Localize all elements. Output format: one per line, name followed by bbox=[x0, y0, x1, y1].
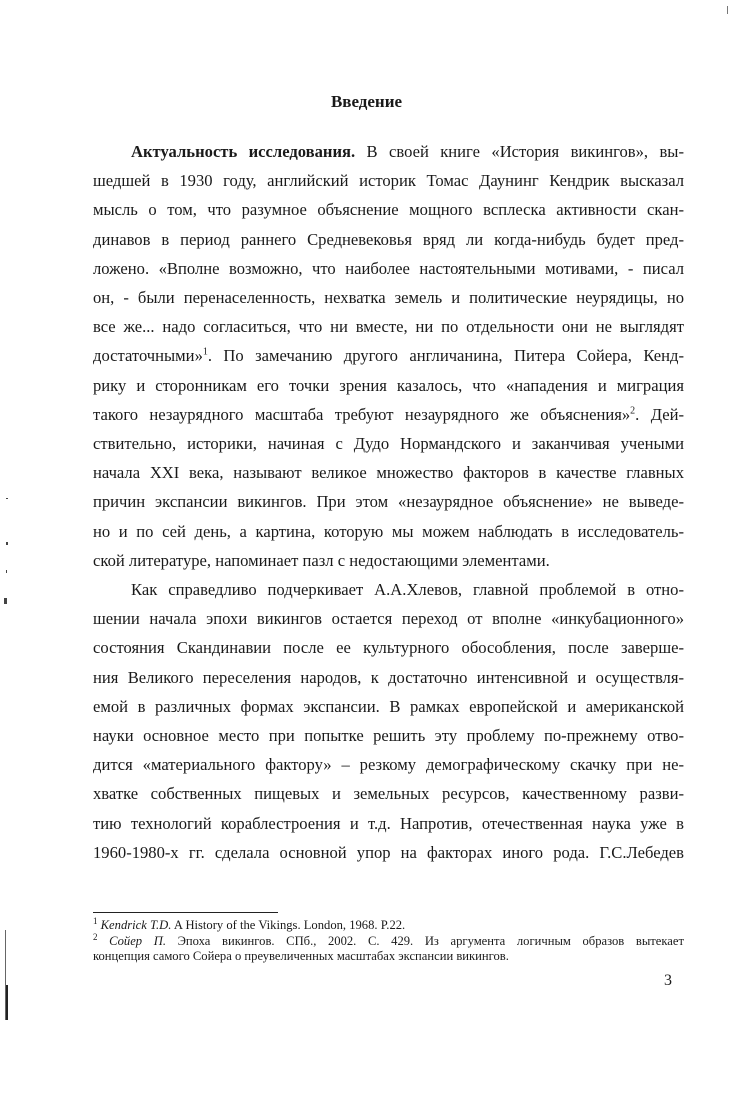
paragraph-2-line: состояния Скандинавии после ее культурного обособления, после заверше- bbox=[93, 638, 684, 658]
paragraph-2-line: хватке собственных пищевых и земельных ресурсов, качественному разви- bbox=[93, 784, 684, 804]
paragraph-2-line: тию технологий кораблестроения и т.д. Напротив, отечественная наука уже в bbox=[93, 813, 684, 833]
footnote-text: Эпоха викингов. СПб., 2002. С. 429. Из аргумента логичным образов вытекает bbox=[165, 933, 684, 948]
footnote-ref-2: 2 bbox=[630, 405, 636, 417]
footnotes bbox=[93, 915, 684, 965]
paragraph-1-line: ской литературе, напоминает пазл с недостающими элементами. bbox=[93, 550, 550, 570]
text-segment: В своей книге «История викингов», вы- bbox=[355, 142, 684, 161]
paragraph-1-line: мысль о том, что разумное объяснение мощного всплеска активности скан- bbox=[93, 200, 684, 220]
main-text bbox=[93, 137, 684, 867]
scan-artifact bbox=[727, 6, 728, 14]
scan-artifact bbox=[6, 570, 7, 573]
footnote-author: Сойер П. bbox=[109, 933, 166, 948]
footnote-author: Kendrick T.D. bbox=[100, 918, 172, 932]
paragraph-1-line: ствительно, историки, начиная с Дудо Нормандского и заканчивая учеными bbox=[93, 434, 684, 454]
footnote-text: A History of the Vikings. London, 1968. P.22. bbox=[171, 918, 406, 932]
paragraph-1-line: начала XXI века, называют великое множество факторов в качестве главных bbox=[93, 463, 684, 483]
paragraph-2-line: Как справедливо подчеркивает А.А.Хлевов, главной проблемой в отно- bbox=[131, 580, 684, 600]
footnote-divider bbox=[93, 912, 278, 913]
paragraph-2-line: шении начала эпохи викингов остается переход от вполне «инкубационного» bbox=[93, 609, 684, 629]
paragraph-2-line: дится «материального фактору» – резкому демографическому скачку при не- bbox=[93, 755, 684, 775]
scan-artifact bbox=[6, 542, 8, 545]
paragraph-1-line: рику и сторонникам его точки зрения казалось, что «нападения и миграция bbox=[93, 375, 684, 395]
scan-artifact bbox=[4, 598, 7, 604]
footnote-number: 1 bbox=[93, 915, 98, 926]
scan-artifact bbox=[6, 985, 8, 1020]
paragraph-1-line bbox=[93, 341, 684, 370]
paragraph-1-line: шедшей в 1930 году, английский историк Томас Даунинг Кендрик высказал bbox=[93, 171, 684, 191]
text-segment: достаточными» bbox=[93, 346, 203, 366]
text-segment: такого незаурядного масштаба требуют незаурядного же объяснения» bbox=[93, 404, 631, 424]
paragraph-2-line: ния Великого переселения народов, к достаточно интенсивной и осуществля- bbox=[93, 667, 684, 687]
footnote-2 bbox=[93, 931, 684, 950]
text-segment: . По замечанию другого англичанина, Питера Сойера, Кенд- bbox=[207, 346, 684, 366]
paragraph-1-line bbox=[93, 137, 684, 166]
footnote-ref-1: 1 bbox=[202, 346, 208, 358]
paragraph-2-line: науки основное место при попытке решить эту проблему по-прежнему отво- bbox=[93, 726, 684, 746]
paragraph-1-line: причин экспансии викингов. При этом «незаурядное объяснение» не выведе- bbox=[93, 492, 684, 512]
page-title: Введение bbox=[330, 92, 403, 111]
paragraph-1-line: но и по сей день, а картина, которую мы можем наблюдать в исследователь- bbox=[93, 521, 684, 541]
paragraph-2-line: емой в различных формах экспансии. В рамках европейской и американской bbox=[93, 696, 684, 716]
paragraph-1-line: ложено. «Вполне возможно, что наиболее настоятельными мотивами, - писал bbox=[93, 258, 684, 278]
paragraph-1-line bbox=[93, 400, 684, 429]
footnote-number: 2 bbox=[93, 931, 98, 942]
footnote-1 bbox=[93, 915, 684, 934]
page-number: 3 bbox=[664, 972, 672, 989]
paragraph-1-line: он, - были перенаселенность, нехватка земель и политические неурядицы, но bbox=[93, 288, 684, 308]
footnote-2-continuation: концепция самого Сойера о преувеличенных масштабах экспансии викингов. bbox=[93, 949, 509, 963]
paragraph-2-line: 1960-1980-х гг. сделала основной упор на факторах иного рода. Г.С.Лебедев bbox=[93, 842, 684, 862]
paragraph-1-line: все же... надо согласиться, что ни вместе, ни по отдельности они не выглядят bbox=[93, 317, 684, 337]
section-lead: Актуальность исследования. bbox=[131, 142, 356, 161]
scan-artifact bbox=[6, 498, 8, 499]
text-segment: . Дей- bbox=[635, 404, 684, 424]
paragraph-1-line: динавов в период раннего Средневековья вряд ли когда-нибудь будет пред- bbox=[93, 229, 684, 249]
